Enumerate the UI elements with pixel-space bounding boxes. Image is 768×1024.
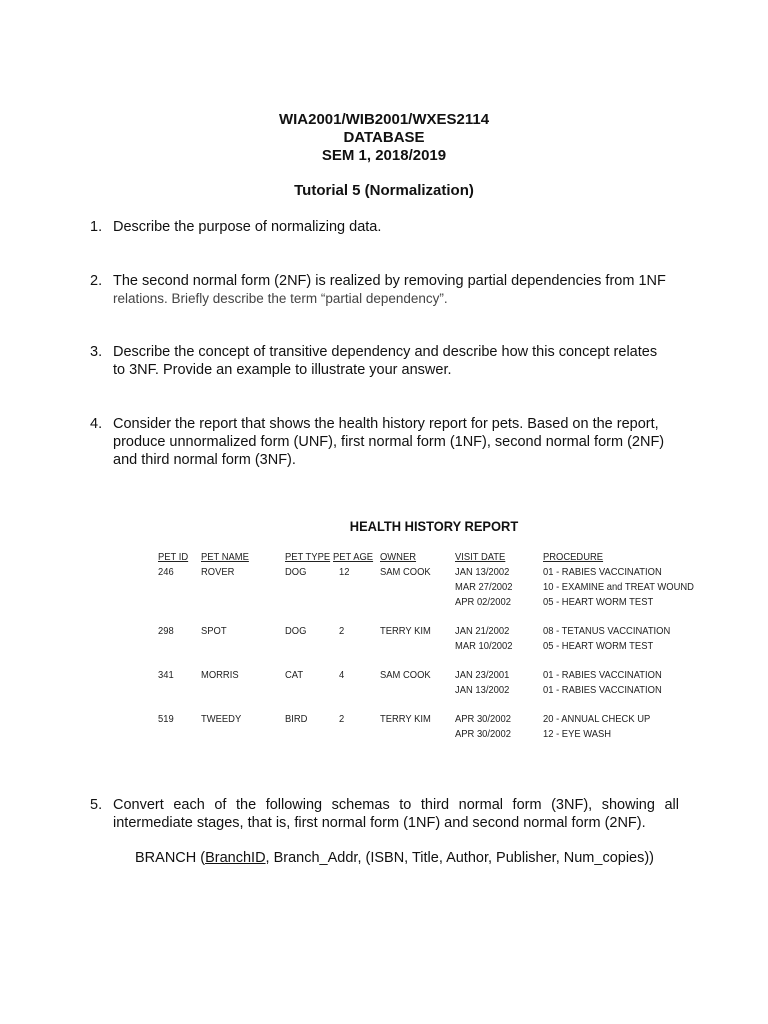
table-cell: 05 - HEART WORM TEST <box>543 597 654 608</box>
column-header: PET NAME <box>201 552 249 563</box>
table-cell: DOG <box>285 567 307 578</box>
table-cell: 05 - HEART WORM TEST <box>543 641 654 652</box>
question-text-line: and third normal form (3NF). <box>113 452 296 468</box>
question-text-line: relations. Briefly describe the term “partial dependency”. <box>113 291 448 306</box>
table-cell: JAN 23/2001 <box>455 670 510 681</box>
table-cell: APR 30/2002 <box>455 729 511 740</box>
schema-attributes: , Branch_Addr, (ISBN, Title, Author, Publisher, Num_copies)) <box>265 850 655 866</box>
table-cell: SAM COOK <box>380 567 431 578</box>
question-number: 3. <box>90 344 103 360</box>
table-cell: MORRIS <box>201 670 239 681</box>
tutorial-title: Tutorial 5 (Normalization) <box>294 182 474 199</box>
table-cell: 4 <box>339 670 345 681</box>
table-cell: APR 02/2002 <box>455 597 511 608</box>
question-text-line: to 3NF. Provide an example to illustrate your answer. <box>113 362 452 378</box>
column-header: OWNER <box>380 552 417 563</box>
question-text-line: The second normal form (2NF) is realized by removing partial dependencies from 1NF <box>113 273 666 289</box>
table-cell: 246 <box>158 567 174 578</box>
table-cell: 01 - RABIES VACCINATION <box>543 670 662 681</box>
table-cell: ROVER <box>201 567 235 578</box>
table-cell: 341 <box>158 670 174 681</box>
report-title: HEALTH HISTORY REPORT <box>349 518 519 534</box>
table-cell: 10 - EXAMINE and TREAT WOUND <box>543 582 694 593</box>
semester: SEM 1, 2018/2019 <box>321 147 447 164</box>
schema-prefix: BRANCH ( <box>135 850 206 866</box>
question-text-line: intermediate stages, that is, first normal form (1NF) and second normal form (2NF). <box>113 815 646 831</box>
table-cell: MAR 10/2002 <box>455 641 513 652</box>
table-cell: JAN 13/2002 <box>455 685 510 696</box>
branch-schema <box>135 849 654 867</box>
table-cell: 01 - RABIES VACCINATION <box>543 685 662 696</box>
table-cell: 519 <box>158 714 174 725</box>
table-cell: APR 30/2002 <box>455 714 511 725</box>
question-text-line: Convert each of the following schemas to third normal form (3NF), showing all <box>113 797 679 813</box>
course-name: DATABASE <box>343 129 425 146</box>
table-cell: CAT <box>285 670 304 681</box>
table-cell: 298 <box>158 626 174 637</box>
table-cell: MAR 27/2002 <box>455 582 513 593</box>
question-number: 1. <box>90 219 103 235</box>
question-number: 2. <box>90 273 103 289</box>
table-cell: 08 - TETANUS VACCINATION <box>543 626 671 637</box>
table-cell: 2 <box>339 626 345 637</box>
table-cell: TERRY KIM <box>380 626 431 637</box>
table-cell: SPOT <box>201 626 227 637</box>
table-cell: 12 <box>339 567 350 578</box>
column-header: PET TYPE <box>285 552 331 563</box>
question-text-line: Describe the purpose of normalizing data. <box>113 219 382 235</box>
question-text-line: produce unnormalized form (UNF), first normal form (1NF), second normal form (2NF) <box>113 434 665 450</box>
table-cell: JAN 21/2002 <box>455 626 510 637</box>
table-cell: 12 - EYE WASH <box>543 729 612 740</box>
table-cell: 20 - ANNUAL CHECK UP <box>543 714 651 725</box>
column-header: PROCEDURE <box>543 552 604 563</box>
column-header: PET AGE <box>333 552 374 563</box>
schema-primary-key: BranchID <box>205 850 266 866</box>
question-number: 5. <box>90 797 103 813</box>
column-header: VISIT DATE <box>455 552 506 563</box>
table-cell: SAM COOK <box>380 670 431 681</box>
table-cell: DOG <box>285 626 307 637</box>
course-codes: WIA2001/WIB2001/WXES2114 <box>278 111 490 128</box>
table-cell: BIRD <box>285 714 308 725</box>
question-text-line: Describe the concept of transitive dependency and describe how this concept relates <box>113 344 658 360</box>
table-cell: 2 <box>339 714 345 725</box>
table-cell: TWEEDY <box>201 714 242 725</box>
question-text-line: Consider the report that shows the health history report for pets. Based on the report, <box>113 416 659 432</box>
question-number: 4. <box>90 416 103 432</box>
table-cell: 01 - RABIES VACCINATION <box>543 567 662 578</box>
table-cell: JAN 13/2002 <box>455 567 510 578</box>
column-header: PET ID <box>158 552 189 563</box>
table-cell: TERRY KIM <box>380 714 431 725</box>
